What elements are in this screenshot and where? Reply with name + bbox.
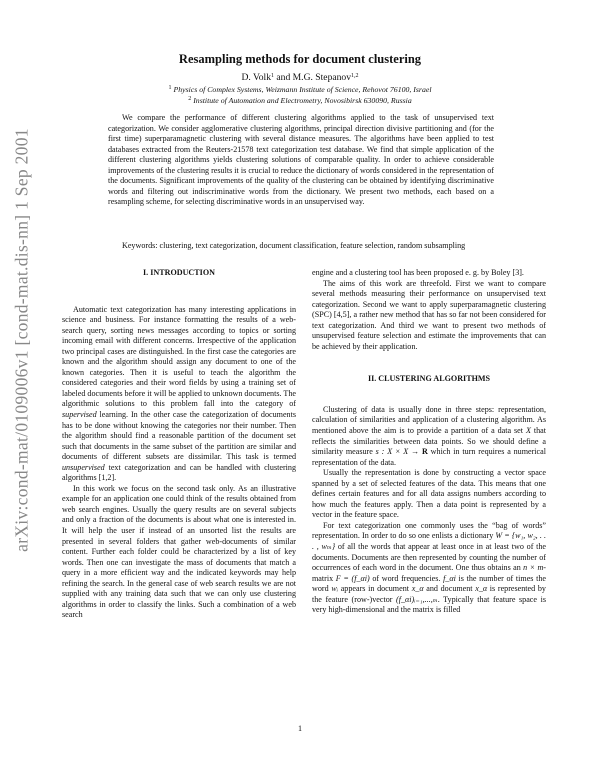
math-document: x_α [411,584,424,594]
affiliation-2-text: Institute of Automation and Electrometry, Novosibirsk 630090, Russia [193,96,412,105]
text-run: and document [423,584,476,594]
author-2: M.G. Stepanov [292,72,352,83]
page-number: 1 [297,724,303,733]
paper-title: Resampling methods for document clustering [178,52,422,66]
section-heading-clustering: II. CLUSTERING ALGORITHMS [367,374,491,384]
clustering-paragraph-1 [312,405,546,468]
text-run: -matrix [312,563,546,583]
text-run: learning. In the other case the categorization of documents has to be done without knowing the categories nor their number. Then the algorithm should find a reasonable partition of the document set such that documents in the same subset of the partition are similar and documents of different subsets are dissimilar. This task is termed [62,410,296,462]
intro-paragraph-3: The aims of this work are threefold. First we want to compare several methods measuring their performance on unsupervised text categorization. Second we want to apply superparamagnetic clustering (SPC) [4,5], a rather new method that has so far not been considered for text categorization. And third we want to present two methods of unsupervised feature selection and estimate the improvements that can be achieved by their application. [312,278,546,351]
clustering-paragraph-2: Usually the representation is done by constructing a vector space spanned by a set of selected features of the data. This means that one defines certain features and for all data assigns numbers according to how much the features apply. Then a data point is represented by a vector in the feature space. [312,468,546,520]
affiliation-2 [0,96,600,105]
affiliation-1-text: Physics of Complex Systems, Weizmann Institute of Science, Rehovot 76100, Israel [173,85,432,94]
text-run: of all the words that appear at least once in at least two of the documents. Documents are then represented by counting the number of occurrences of each word in the document. One thus obtains an [312,542,547,573]
text-run: is represented by the feature (row-)vector [312,584,546,604]
emphasis-supervised: supervised [62,410,97,420]
affiliation-2-sup: 2 [188,96,192,102]
affiliation-1 [0,85,600,94]
text-run: . Typically that feature space is very high-dimensional and the matrix is filled [312,594,546,615]
affiliation-1-sup: 1 [168,85,172,91]
emphasis-unsupervised: unsupervised [62,462,105,472]
text-run: text categorization and can be handled with clustering algorithms [1,2]. [62,462,296,483]
arxiv-identifier: arXiv:cond-mat/0109006v1 [cond-mat.dis-nn] 1 Sep 2001 [11,128,32,552]
math-dictionary: W = {w₁, w₂, . . . , wₘ} [312,531,546,552]
section-heading-introduction: I. INTRODUCTION [143,268,215,277]
math-reals: R [421,447,428,457]
intro-paragraph-2: In this work we focus on the second task only. As an illustrative example for an application one could think of the results obtained from web search engines. Usually the query results are on several subjects and only a fraction of the documents is about what one is interested in. It will help the user if instead of an unsorted list the results are presented in several folders that gather web-documents of similar content. Further each folder could be characterized by a list of key words. Then one can investigate the mass of documents that match a query in a more efficient way and the indicated keywords may help refining the search. In the general case of web search results we are not supplied with any training data such that we can only use clustering algorithms in order to classify the links. Such a combination of a web search [62,483,296,620]
math-frequency: f_αi [443,573,456,583]
clustering-paragraph-3 [312,521,546,616]
math-word: wᵢ [331,584,339,594]
author-conjunction: and [274,72,293,83]
keywords: Keywords: clustering, text categorization, document classification, feature selection, random subsampling [122,241,466,250]
math-document: x_α [475,584,488,594]
text-run: which in turn requires a numerical representation of the data. [312,447,546,467]
author-line [0,72,600,83]
text-run: For text categorization one commonly uses the “bag of words” representation. In order to do so one enlists a dictionary [312,520,546,541]
author-2-sup: 1,2 [351,73,359,79]
math-feature-vector: (f_αi)ᵢ₌₁,...,ₘ [396,594,438,604]
abstract: We compare the performance of different clustering algorithms applied to the task of unsupervised text categorization. We consider agglomerative clustering algorithms, principal direction divisive partitioning and (for the first time) superparamagnetic clustering with several distance measures. The algorithms have been applied to test databases extracted from the Reuters-21578 text categorization test database. We find that simple application of the different clustering algorithms yields clustering solutions of comparable quality. In order to achieve considerable improvements of the clustering results it is crucial to reduce the dictionary of words considered in the representation of the documents. Significant improvements of the quality of the clustering can be obtained by identifying discriminative words and filtering out indiscriminative words from the dictionary. We present two methods, each based on a resampling scheme, for selecting discriminative words in an unsupervised way. [108,113,494,207]
arxiv-sidebar [2,80,42,600]
intro-paragraph-1 [62,305,296,484]
text-run: appears in document [338,584,412,594]
text-run: that reflects the similarities between data points. So we should define a similarity measure [312,426,546,457]
text-run: is the number of times the word [312,573,546,594]
math-matrix: F = (f_αi) [335,573,370,583]
math-X: X [525,426,531,436]
intro-paragraph-2-continued: engine and a clustering tool has been proposed e. g. by Boley [3]. [312,268,524,277]
math-dimensions: n × m [523,563,544,573]
author-1: D. Volk [241,72,271,83]
right-column [312,268,546,616]
math-similarity: s : X × X → [375,447,422,457]
author-1-sup: 1 [271,73,274,79]
text-run: Automatic text categorization has many interesting applications in science and business. For instance formatting the results of a web-search query, sorting news messages according to topics or sorting incoming email with different concerns. Irrespective of the application two principal cases are distinguished. In the first case the categories are known and the algorithm should assign any document to one of the known categories. Then it is useful to teach the algorithm the considered categories and their word fields by using a training set of labeled documents before it will be applied to unknown documents. The algorithmic solutions to this problem fall into the category of [62,304,296,409]
text-run: Clustering of data is usually done in three steps: representation, calculation of similarities and application of a clustering algorithm. As mentioned above the aim is to provide a partition of a data set [312,404,546,436]
text-run: of word frequencies. [369,573,444,583]
left-column [62,268,296,621]
